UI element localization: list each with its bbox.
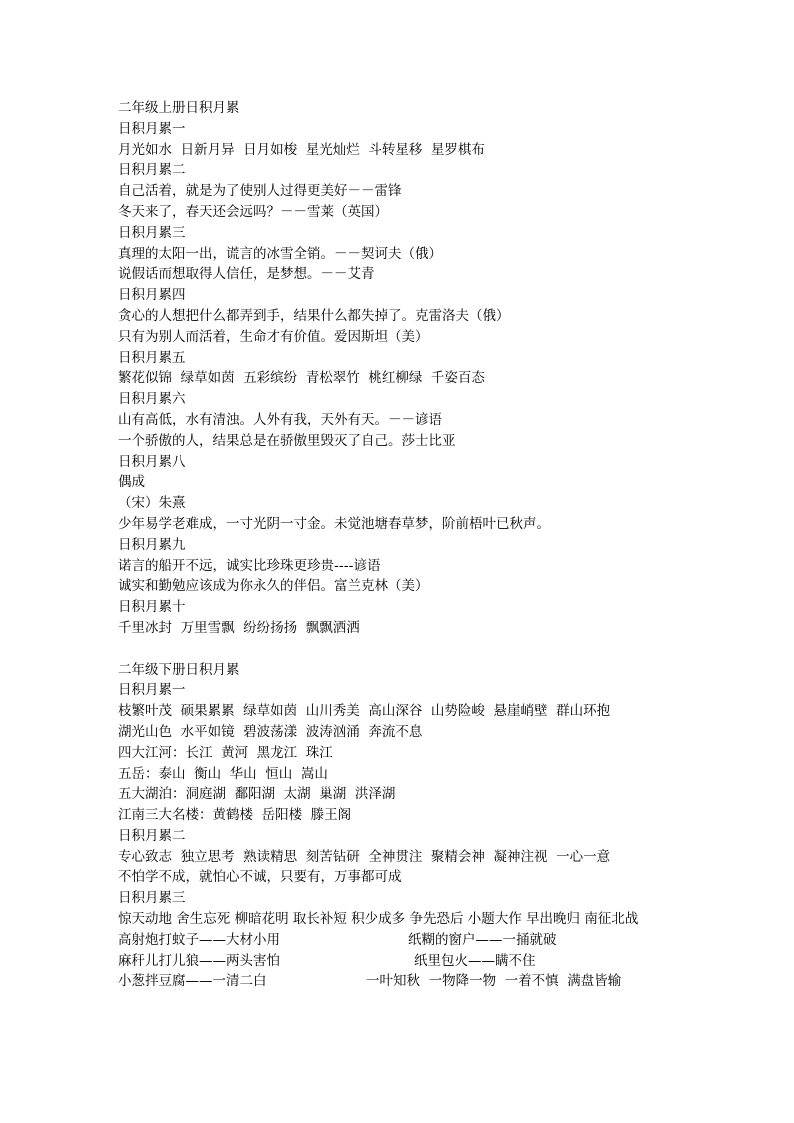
text-line: 诺言的船开不远，诚实比珍珠更珍贵----谚语 [118,557,381,574]
text-line: 不怕学不成，就怕心不诚，只要有，万事都可成 [118,869,402,886]
text-line: 说假话而想取得人信任，是梦想。－－艾青 [118,266,375,283]
text-line: 自己活着，就是为了使别人过得更美好－－雷锋 [118,183,402,200]
subsection-heading: 日积月累三 [118,224,186,241]
xiehouyu-left: 高射炮打蚊子——大材小用 [118,931,280,948]
text-line: 诚实和勤勉应该成为你永久的伴侣。富兰克林（美） [118,578,429,595]
text-line: 千里冰封 万里雪飘 纷纷扬扬 飘飘洒洒 [118,619,360,636]
section2-lines [118,680,738,909]
subsection-heading: 日积月累一 [118,120,186,137]
text-line: 湖光山色 水平如镜 碧波荡漾 波涛汹涌 奔流不息 [118,723,423,740]
section-title: 二年级上册日积月累 [118,100,240,116]
xiehouyu-right: 一叶知秋 一物降一物 一着不慎 满盘皆输 [366,973,622,990]
subsection-heading: 日积月累五 [118,349,186,366]
text-line: 枝繁叶茂 硕果累累 绿草如茵 山川秀美 高山深谷 山势险峻 悬崖峭壁 群山环抱 [118,703,611,720]
text-line: 五大湖泊：洞庭湖 鄱阳湖 太湖 巢湖 洪泽湖 [118,786,396,803]
section-title: 二年级下册日积月累 [118,661,240,678]
subsection-heading: 日积月累八 [118,453,186,470]
text-line: 四大江河：长江 黄河 黑龙江 珠江 [118,744,333,761]
xiehouyu-right: 纸里包火——瞒不住 [414,952,536,969]
text-line: 月光如水 日新月异 日月如梭 星光灿烂 斗转星移 星罗棋布 [118,141,485,158]
section1-lines [118,119,738,639]
text-line: 贪心的人想把什么都弄到手，结果什么都失掉了。克雷洛夫（俄） [118,307,510,324]
text-line: 五岳：泰山 衡山 华山 恒山 嵩山 [118,765,328,782]
subsection-heading: 日积月累二 [118,162,186,179]
text-line: 山有高低，水有清浊。人外有我，天外有天。－－谚语 [118,411,442,428]
subsection-heading: 日积月累十 [118,599,186,616]
spacer [118,639,738,660]
subsection-heading: 日积月累六 [118,391,186,408]
text-line: 少年易学老难成，一寸光阴一寸金。未觉池塘春草梦，阶前梧叶已秋声。 [118,515,550,532]
text-line: 江南三大名楼：黄鹤楼 岳阳楼 滕王阁 [118,807,352,824]
idioms-line: 惊天动地 舍生忘死 柳暗花明 取长补短 积少成多 争先恐后 小题大作 早出晚归 南征北战 [118,911,639,928]
xiehouyu-right: 纸糊的窗户——一捅就破 [408,931,557,948]
xiehouyu-row [118,951,738,972]
text-line: （宋）朱熹 [118,495,186,512]
subsection-heading: 日积月累二 [118,827,186,844]
text-line: 一个骄傲的人，结果总是在骄傲里毁灭了自己。莎士比亚 [118,432,456,449]
text-line: 真理的太阳一出，谎言的冰雪全销。－－契诃夫（俄） [118,245,442,262]
xiehouyu-left: 小葱拌豆腐——一清二白 [118,973,267,990]
subsection-heading: 日积月累一 [118,682,186,699]
xiehouyu-row [118,930,738,951]
text-line: 冬天来了，春天还会远吗？－－雪莱（英国） [118,203,388,220]
xiehouyu-row [118,971,738,992]
text-line: 只有为别人而活着，生命才有价值。爱因斯坦（美） [118,328,429,345]
text-line: 专心致志 独立思考 熟读精思 刻苦钻研 全神贯注 聚精会神 凝神注视 一心一意 [118,848,611,865]
xiehouyu-list [118,930,738,992]
text-line: 偶成 [118,474,145,491]
subsection-heading: 日积月累三 [118,890,186,907]
subsection-heading: 日积月累九 [118,536,186,553]
document-page [118,98,738,992]
xiehouyu-left: 麻秆儿打儿狼——两头害怕 [118,952,280,969]
subsection-heading: 日积月累四 [118,287,186,304]
text-line: 繁花似锦 绿草如茵 五彩缤纷 青松翠竹 桃红柳绿 千姿百态 [118,370,485,387]
